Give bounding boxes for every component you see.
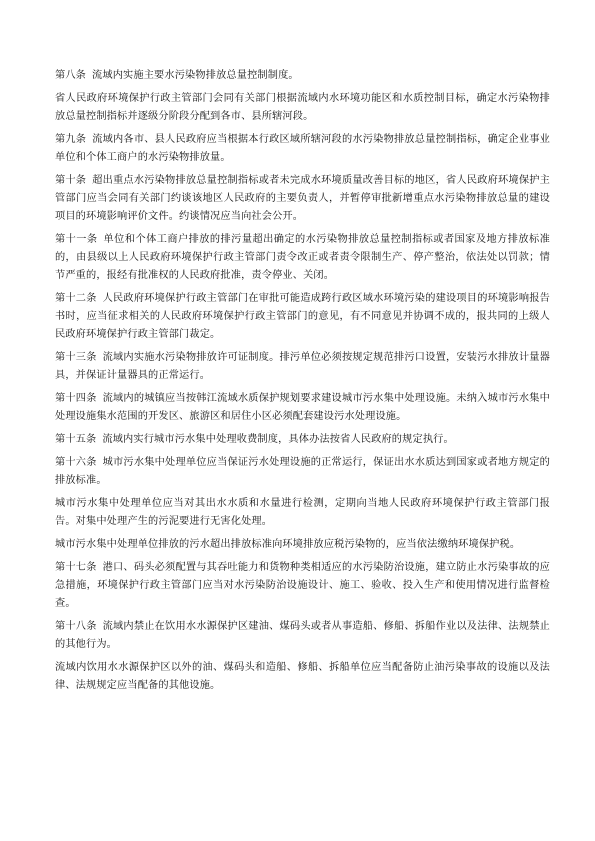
article-15-paragraph-1: [55, 431, 550, 449]
article-text: 流域内禁止在饮用水水源保护区建油、煤码头或者从事造船、修船、拆船作业以及法律、法规禁止的其他行为。: [55, 621, 550, 650]
article-number: 第十八条: [55, 621, 97, 632]
article-10-paragraph-1: [55, 172, 550, 226]
article-number: 第十四条: [55, 393, 97, 404]
article-8-paragraph-2: 省人民政府环境保护行政主管部门会同有关部门根据流域内水环境功能区和水质控制目标，确定水污染物排放总量控制指标并逐级分阶段分配到各市、县所辖河段。: [55, 93, 550, 122]
article-number: 第十七条: [55, 562, 97, 573]
article-text: 流域内实施主要水污染物排放总量控制制度。: [92, 70, 299, 81]
article-text: 超出重点水污染物排放总量控制指标或者未完成水环境质量改善目标的地区，省人民政府环境保护主管部门应当会同有关部门约谈该地区人民政府的主要负责人，并暂停审批新增重点水污染物排放总量的建设项目的环境影响评价文件。约谈情况应当向社会公开。: [55, 175, 550, 222]
article-12-paragraph-1: [55, 290, 550, 344]
article-16-paragraph-3: 城市污水集中处理单位排放的污水超出排放标准向环境排放应税污染物的，应当依法缴纳环境保护税。: [55, 539, 521, 550]
article-text: 港口、码头必须配置与其吞吐能力和货物种类相适应的水污染防治设施，建立防止水污染事故的应急措施，环境保护行政主管部门应当对水污染防治设施设计、施工、验收、投入生产和使用情况进行监督检查。: [55, 562, 550, 609]
article-text: 流域内各市、县人民政府应当根据本行政区域所辖河段的水污染物排放总量控制指标，确定企业事业单位和个体工商户的水污染物排放量。: [55, 134, 550, 163]
article-text: 城市污水集中处理单位应当保证污水处理设施的正常运行，保证出水水质达到国家或者地方规定的排放标准。: [55, 457, 550, 486]
article-16-paragraph-2: 城市污水集中处理单位应当对其出水水质和水量进行检测，定期向当地人民政府环境保护行政主管部门报告。对集中处理产生的污泥要进行无害化处理。: [55, 498, 550, 527]
article-number: 第十条: [55, 175, 87, 186]
article-number: 第八条: [55, 70, 87, 81]
article-number: 第九条: [55, 134, 87, 145]
article-number: 第十一条: [55, 234, 98, 245]
article-text: 流域内实施水污染物排放许可证制度。排污单位必须按规定规范排污口设置，安装污水排放计量器具，并保证计量器具的正常运行。: [55, 352, 550, 381]
article-text: 流域内实行城市污水集中处理收费制度，具体办法按省人民政府的规定执行。: [102, 434, 454, 445]
article-text: 流域内的城镇应当按韩江流域水质保护规划要求建设城市污水集中处理设施。未纳入城市污水集中处理设施集水范围的开发区、旅游区和居住小区必须配套建设污水处理设施。: [55, 393, 550, 422]
article-number: 第十五条: [55, 434, 97, 445]
article-13-paragraph-1: [55, 349, 550, 385]
article-14-paragraph-1: [55, 390, 550, 426]
article-text: 人民政府环境保护行政主管部门在审批可能造成跨行政区域水环境污染的建设项目的环境影响报告书时，应当征求相关的人民政府环境保护行政主管部门的意见，有不同意见并协调不成的，报共同的上级人民政府环境保护行政主管部门裁定。: [55, 293, 550, 340]
article-9-paragraph-1: [55, 131, 550, 167]
article-17-paragraph-1: [55, 559, 550, 613]
article-18-paragraph-2: 流域内饮用水水源保护区以外的油、煤码头和造船、修船、拆船单位应当配备防止油污染事故的设施以及法律、法规规定应当配备的其他设施。: [55, 662, 550, 691]
article-11-paragraph-1: [55, 231, 550, 285]
article-16-paragraph-1: [55, 454, 550, 490]
article-8-paragraph-1: [55, 67, 550, 85]
article-number: 第十三条: [55, 352, 97, 363]
article-text: 单位和个体工商户排放的排污量超出确定的水污染物排放总量控制指标或者国家及地方排放标准的，由县级以上人民政府环境保护行政主管部门责令改正或者责令限制生产、停产整治，依法处以罚款；情节严重的，报经有批准权的人民政府批准，责令停业、关闭。: [55, 234, 550, 281]
article-18-paragraph-1: [55, 618, 550, 654]
article-number: 第十二条: [55, 293, 97, 304]
article-number: 第十六条: [55, 457, 97, 468]
